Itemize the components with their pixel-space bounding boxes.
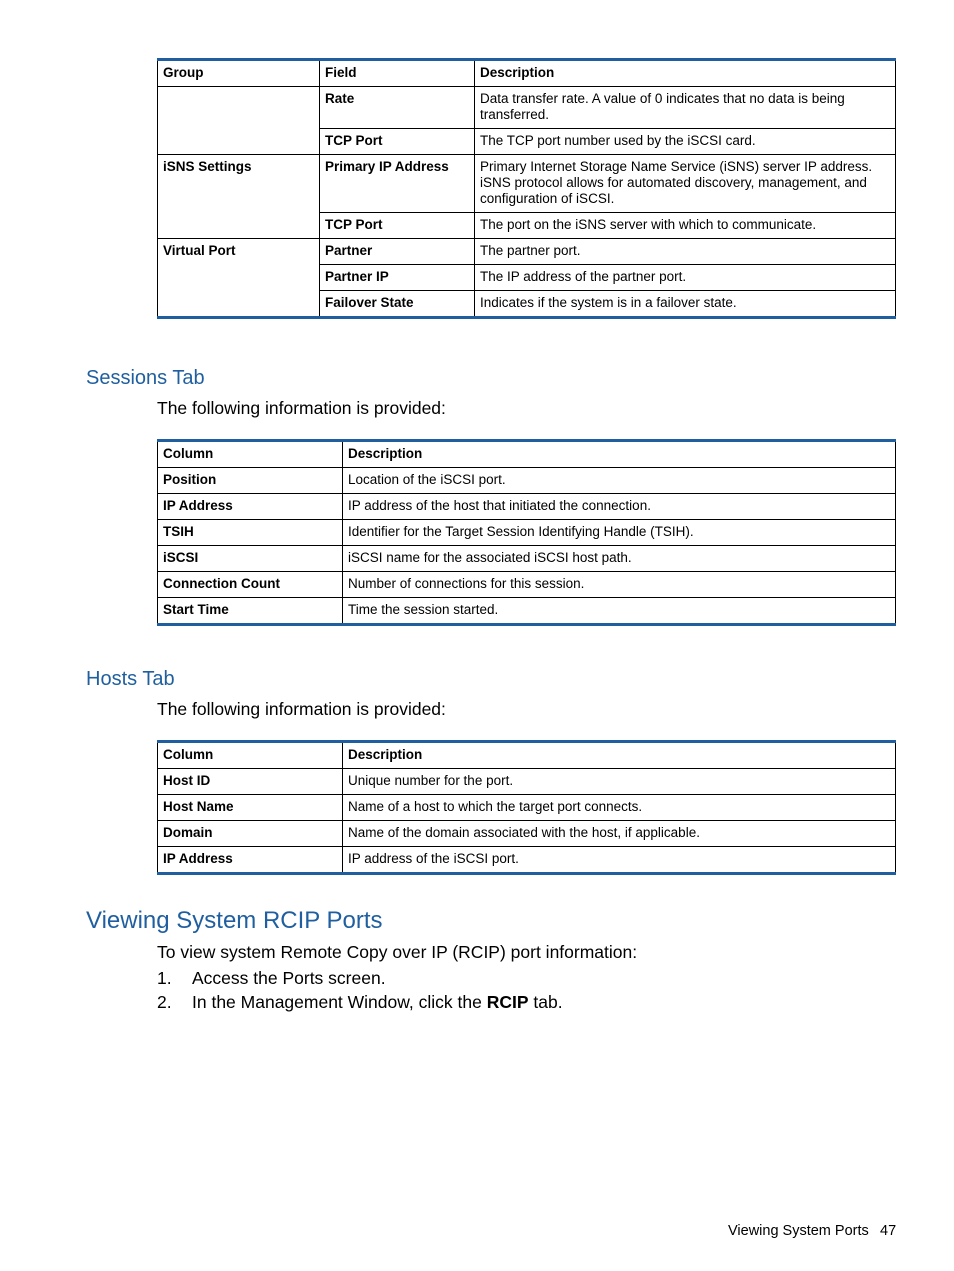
description-cell: The IP address of the partner port. <box>475 265 896 291</box>
description-cell: Number of connections for this session. <box>343 572 896 598</box>
list-item <box>157 992 563 1013</box>
rcip-intro: To view system Remote Copy over IP (RCIP) port information: <box>157 942 638 962</box>
column-header: Field <box>320 60 475 87</box>
description-cell: iSCSI name for the associated iSCSI host path. <box>343 546 896 572</box>
list-text: Access the Ports screen. <box>192 968 386 988</box>
column-header: Group <box>158 60 320 87</box>
list-item <box>157 968 386 989</box>
hosts-intro: The following information is provided: <box>157 699 446 719</box>
column-cell: Host ID <box>158 769 343 795</box>
table-header-row <box>158 60 896 87</box>
description-cell: The partner port. <box>475 239 896 265</box>
description-cell: Primary Internet Storage Name Service (iSNS) server IP address. iSNS protocol allows for automated discovery, management, and configuration of iSCSI. <box>475 155 896 213</box>
description-cell: Identifier for the Target Session Identifying Handle (TSIH). <box>343 520 896 546</box>
field-cell: TCP Port <box>320 213 475 239</box>
table-row <box>158 520 896 546</box>
sessions-table <box>157 439 896 626</box>
group-cell: iSNS Settings <box>158 155 320 239</box>
column-header: Description <box>343 742 896 769</box>
list-number: 1. <box>157 968 172 988</box>
column-header: Description <box>475 60 896 87</box>
field-cell: Rate <box>320 87 475 129</box>
table-header-row <box>158 441 896 468</box>
table-row <box>158 769 896 795</box>
field-cell: TCP Port <box>320 129 475 155</box>
table-header-row <box>158 742 896 769</box>
sessions-intro: The following information is provided: <box>157 398 446 418</box>
field-cell: Failover State <box>320 291 475 318</box>
table-row <box>158 795 896 821</box>
column-header: Column <box>158 441 343 468</box>
rcip-tab-name: RCIP <box>486 992 529 1012</box>
table-row <box>158 239 896 265</box>
ports-details-table <box>157 58 896 319</box>
description-cell: The TCP port number used by the iSCSI card. <box>475 129 896 155</box>
list-text: In the Management Window, click the <box>192 992 487 1012</box>
table-row <box>158 87 896 129</box>
description-cell: The port on the iSNS server with which to communicate. <box>475 213 896 239</box>
description-cell: Name of the domain associated with the host, if applicable. <box>343 821 896 847</box>
description-cell: Name of a host to which the target port connects. <box>343 795 896 821</box>
field-cell: Partner <box>320 239 475 265</box>
column-cell: Position <box>158 468 343 494</box>
hosts-tab-heading: Hosts Tab <box>86 668 175 690</box>
table-row <box>158 598 896 625</box>
page-number: 47 <box>880 1223 897 1239</box>
column-cell: Connection Count <box>158 572 343 598</box>
hosts-table <box>157 740 896 875</box>
list-number: 2. <box>157 992 172 1012</box>
description-cell: Indicates if the system is in a failover state. <box>475 291 896 318</box>
table-row <box>158 494 896 520</box>
description-cell: IP address of the iSCSI port. <box>343 847 896 874</box>
table-row <box>158 572 896 598</box>
column-cell: TSIH <box>158 520 343 546</box>
description-cell: IP address of the host that initiated the connection. <box>343 494 896 520</box>
table-row <box>158 468 896 494</box>
column-cell: iSCSI <box>158 546 343 572</box>
table-row <box>158 847 896 874</box>
column-cell: IP Address <box>158 494 343 520</box>
table-row <box>158 546 896 572</box>
column-header: Column <box>158 742 343 769</box>
column-cell: Domain <box>158 821 343 847</box>
group-cell <box>158 87 320 155</box>
sessions-tab-heading: Sessions Tab <box>86 367 205 389</box>
description-cell: Location of the iSCSI port. <box>343 468 896 494</box>
column-cell: IP Address <box>158 847 343 874</box>
table-row <box>158 821 896 847</box>
field-cell: Primary IP Address <box>320 155 475 213</box>
group-cell: Virtual Port <box>158 239 320 318</box>
footer-section-title: Viewing System Ports <box>728 1223 869 1239</box>
column-cell: Host Name <box>158 795 343 821</box>
column-cell: Start Time <box>158 598 343 625</box>
field-cell: Partner IP <box>320 265 475 291</box>
description-cell: Unique number for the port. <box>343 769 896 795</box>
description-cell: Time the session started. <box>343 598 896 625</box>
list-text: tab. <box>528 992 563 1012</box>
table-row <box>158 155 896 213</box>
rcip-section-heading: Viewing System RCIP Ports <box>86 907 383 934</box>
column-header: Description <box>343 441 896 468</box>
description-cell: Data transfer rate. A value of 0 indicates that no data is being transferred. <box>475 87 896 129</box>
